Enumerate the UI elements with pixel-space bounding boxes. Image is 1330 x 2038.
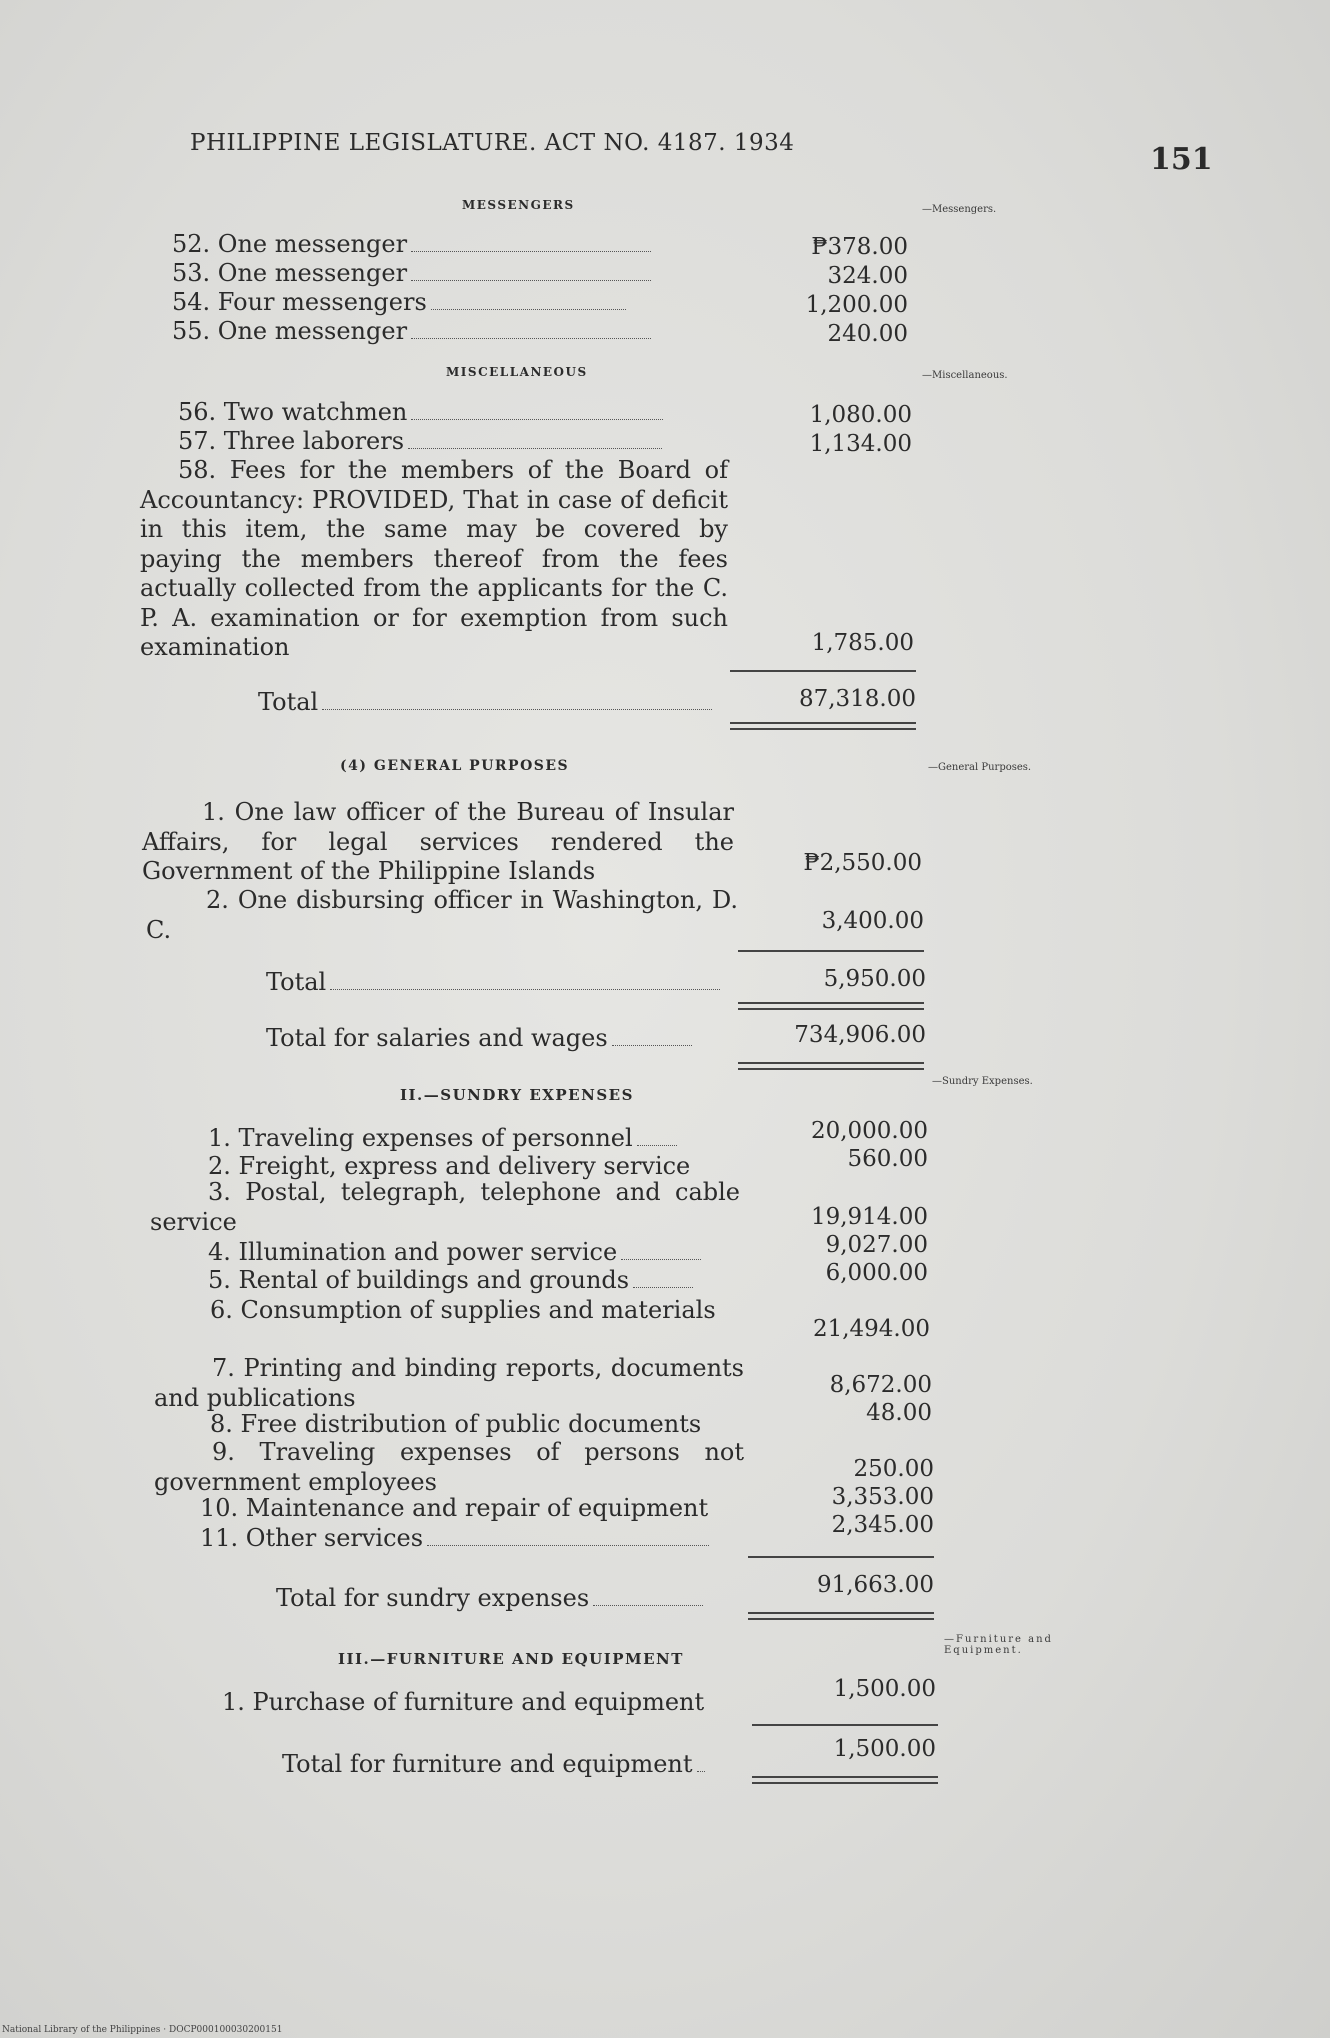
salaries-total-amount: 734,906.00 bbox=[794, 1022, 926, 1048]
list-item: 53. One messenger bbox=[172, 259, 655, 288]
page-number: 151 bbox=[1150, 142, 1213, 177]
amount: 6,000.00 bbox=[825, 1260, 928, 1286]
list-item: 8. Free distribution of public documents bbox=[210, 1410, 702, 1438]
amount: 1,080.00 bbox=[809, 402, 912, 428]
amount: 1,200.00 bbox=[805, 292, 908, 318]
list-item: 1. Purchase of furniture and equipment bbox=[222, 1688, 705, 1716]
amount: 250.00 bbox=[853, 1456, 934, 1482]
section-heading-sundry: II.—SUNDRY EXPENSES bbox=[400, 1086, 634, 1104]
amount: 8,672.00 bbox=[829, 1372, 932, 1398]
rule bbox=[738, 950, 924, 952]
total-amount: 87,318.00 bbox=[798, 686, 916, 712]
rule bbox=[748, 1556, 934, 1558]
list-item: 1. Traveling expenses of personnel bbox=[208, 1124, 681, 1153]
amount: 9,027.00 bbox=[825, 1232, 928, 1258]
double-rule bbox=[738, 1002, 924, 1010]
amount: 1,134.00 bbox=[809, 431, 912, 457]
total-label: Total for sundry expenses bbox=[276, 1584, 707, 1613]
amount: 2,345.00 bbox=[831, 1512, 934, 1538]
total-label: Total bbox=[258, 688, 716, 717]
general-item-2-amount: 3,400.00 bbox=[821, 908, 924, 934]
amount: 324.00 bbox=[827, 263, 908, 289]
total-amount: 91,663.00 bbox=[816, 1572, 934, 1598]
amount: 1,500.00 bbox=[833, 1676, 936, 1702]
list-item: 9. Traveling expenses of persons not government employees bbox=[154, 1438, 744, 1496]
list-item: 54. Four messengers bbox=[172, 288, 630, 317]
amount: 240.00 bbox=[827, 321, 908, 347]
section-heading-general-purposes: (4) GENERAL PURPOSES bbox=[340, 758, 570, 774]
rule bbox=[730, 670, 916, 672]
amount: 21,494.00 bbox=[812, 1316, 930, 1342]
amount: 48.00 bbox=[866, 1400, 932, 1426]
list-item: 7. Printing and binding reports, documents and publications bbox=[154, 1354, 744, 1412]
general-item-2-text: 2. One disbursing officer in Washington, D. C. bbox=[146, 886, 738, 944]
total-label: Total bbox=[266, 968, 724, 997]
list-item: 52. One messenger bbox=[172, 230, 655, 259]
list-item: 5. Rental of buildings and grounds bbox=[208, 1266, 697, 1295]
side-note-messengers: —Messengers. bbox=[922, 204, 997, 215]
section-heading-miscellaneous: MISCELLANEOUS bbox=[446, 365, 588, 379]
list-item: 55. One messenger bbox=[172, 317, 655, 346]
general-item-1-text: 1. One law officer of the Bureau of Insular Affairs, for legal services rendered the Government of the Philippine Islands bbox=[142, 798, 734, 885]
list-item: 10. Maintenance and repair of equipment bbox=[200, 1494, 709, 1522]
list-item: 4. Illumination and power service bbox=[208, 1238, 705, 1267]
running-title: PHILIPPINE LEGISLATURE. ACT NO. 4187. 1934 bbox=[190, 130, 795, 156]
double-rule bbox=[748, 1612, 934, 1620]
list-item: 57. Three laborers bbox=[178, 427, 666, 456]
double-rule bbox=[730, 722, 916, 730]
item-58-text: 58. Fees for the members of the Board of Accountancy: PROVIDED, That in case of deficit in this item, the same may be covered by paying the members thereof from the fees actually collected from the applicants for the C. P. A. examination or for exemption from such examination bbox=[140, 456, 728, 661]
section-heading-furniture: III.—FURNITURE AND EQUIPMENT bbox=[338, 1650, 684, 1668]
item-58-amount: 1,785.00 bbox=[811, 630, 914, 656]
amount: 20,000.00 bbox=[810, 1118, 928, 1144]
general-item-1-amount: ₱2,550.00 bbox=[803, 850, 922, 876]
scan-credit: National Library of the Philippines · DOCP000100030200151 bbox=[2, 2025, 283, 2035]
amount: 3,353.00 bbox=[831, 1484, 934, 1510]
side-note-miscellaneous: —Miscellaneous. bbox=[922, 370, 1008, 381]
side-note-furniture: —Furniture and Equipment. bbox=[944, 1634, 1053, 1656]
list-item: 11. Other services bbox=[200, 1524, 713, 1553]
total-amount: 5,950.00 bbox=[823, 966, 926, 992]
double-rule bbox=[752, 1776, 938, 1784]
total-amount: 1,500.00 bbox=[833, 1736, 936, 1762]
list-item: 3. Postal, telegraph, telephone and cable service bbox=[150, 1178, 740, 1236]
section-heading-messengers: MESSENGERS bbox=[462, 198, 575, 212]
side-note-sundry: —Sundry Expenses. bbox=[932, 1076, 1033, 1087]
amount: 560.00 bbox=[847, 1146, 928, 1172]
double-rule bbox=[738, 1062, 924, 1070]
salaries-total-label: Total for salaries and wages bbox=[266, 1024, 696, 1053]
total-label: Total for furniture and equipment bbox=[282, 1750, 709, 1779]
list-item: 6. Consumption of supplies and materials bbox=[210, 1296, 716, 1324]
list-item: 56. Two watchmen bbox=[178, 398, 667, 427]
amount: ₱378.00 bbox=[811, 234, 908, 260]
amount: 19,914.00 bbox=[810, 1204, 928, 1230]
side-note-general-purposes: —General Purposes. bbox=[928, 762, 1032, 773]
list-item: 2. Freight, express and delivery service bbox=[208, 1152, 691, 1180]
rule bbox=[752, 1724, 938, 1726]
